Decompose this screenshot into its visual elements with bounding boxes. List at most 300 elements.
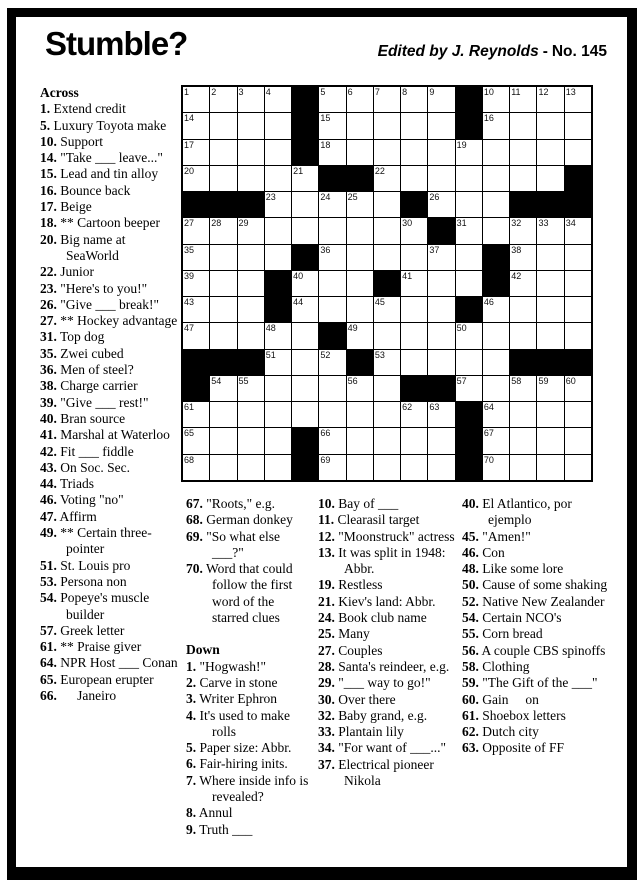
grid-cell[interactable] [238,113,264,138]
grid-cell[interactable] [292,297,318,322]
grid-cell[interactable] [510,218,536,243]
clue-across-23: 23. "Here's to you!" [40,280,148,296]
grid-cell[interactable] [183,428,209,453]
grid-cell[interactable] [401,87,427,112]
grid-cell[interactable] [510,455,536,480]
grid-cell[interactable] [183,166,209,191]
grid-cell[interactable] [401,428,427,453]
cell-number: 32 [511,218,522,229]
clue-across-18: 18. ** Cartoon beeper [40,215,160,231]
clue-down-40: 40. El Atlantico, por ejemplo [462,496,572,528]
grid-cell[interactable] [483,350,509,375]
grid-cell[interactable] [428,113,454,138]
grid-cell[interactable] [401,218,427,243]
clue-down-7: 7. Where inside info is revealed? [186,772,309,805]
clue-down-52: 52. Native New Zealander [462,593,605,609]
grid-cell[interactable] [565,140,591,165]
grid-cell-black [265,271,291,296]
clue-number: 3. [186,691,197,707]
cell-number: 22 [374,165,385,176]
clue-number: 21. [318,593,335,609]
grid-cell[interactable] [374,113,400,138]
clue-number: 40. [462,496,479,511]
cell-number: 33 [538,218,549,229]
grid-cell[interactable] [238,323,264,348]
grid-cell-black [347,166,373,191]
grid-cell-black [210,192,236,217]
grid-cell-black [292,113,318,138]
clue-across-65: 65. European erupter [40,671,154,687]
grid-cell-black [210,350,236,375]
grid-cell[interactable] [483,113,509,138]
grid-cell[interactable] [265,87,291,112]
clue-across-20: 20. Big name at SeaWorld [40,231,126,263]
grid-cell-black [510,192,536,217]
grid-cell[interactable] [428,297,454,322]
grid-cell-black [183,192,209,217]
grid-cell[interactable] [265,350,291,375]
clue-across-14: 14. "Take ___ leave..." [40,150,163,166]
grid-cell[interactable] [483,455,509,480]
cell-number: 70 [483,454,494,465]
grid-cell-black [374,271,400,296]
grid-cell[interactable] [374,218,400,243]
grid-cell-black [265,297,291,322]
grid-cell[interactable] [319,113,345,138]
grid-cell[interactable] [319,87,345,112]
grid-cell[interactable] [265,402,291,427]
grid-cell[interactable] [347,376,373,401]
grid-cell[interactable] [565,271,591,296]
grid-cell[interactable] [537,140,563,165]
clue-down-55: 55. Corn bread [462,626,543,642]
grid-cell[interactable] [265,140,291,165]
grid-cell[interactable] [428,192,454,217]
clue-down-50: 50. Cause of some shaking [462,577,608,593]
grid-cell[interactable] [510,402,536,427]
grid-cell[interactable] [428,166,454,191]
clue-across-68: 68. German donkey [186,512,293,528]
grid-cell[interactable] [210,166,236,191]
grid-cell[interactable] [565,376,591,401]
clue-across-38: 38. Charge carrier [40,378,138,394]
grid-cell[interactable] [238,245,264,270]
grid-cell[interactable] [292,323,318,348]
grid-cell[interactable] [210,376,236,401]
clue-number: 37. [318,756,335,772]
grid-cell[interactable] [347,245,373,270]
grid-cell[interactable] [183,455,209,480]
grid-cell[interactable] [319,245,345,270]
grid-cell[interactable] [374,428,400,453]
grid-cell[interactable] [238,87,264,112]
grid-cell[interactable] [565,218,591,243]
clue-number: 27. [318,642,335,658]
grid-cell[interactable] [483,297,509,322]
grid-cell[interactable] [565,113,591,138]
clue-number: 67. [186,496,203,511]
grid-cell[interactable] [238,297,264,322]
clue-across-69: 69. "So what else ___?" [186,528,280,560]
grid-cell[interactable] [347,455,373,480]
clue-number: 19. [318,577,335,593]
grid-cell[interactable] [537,376,563,401]
grid-cell[interactable] [374,87,400,112]
grid-cell[interactable] [456,245,482,270]
grid-cell[interactable] [510,245,536,270]
grid-cell[interactable] [401,323,427,348]
grid-cell[interactable] [319,455,345,480]
grid-cell[interactable] [483,402,509,427]
grid-cell[interactable] [319,402,345,427]
grid-cell[interactable] [565,455,591,480]
grid-cell[interactable] [238,271,264,296]
cell-number: 46 [483,297,494,308]
grid-cell[interactable] [319,350,345,375]
clue-across-51: 51. St. Louis pro [40,557,131,573]
grid-cell[interactable] [456,140,482,165]
grid-cell[interactable] [428,323,454,348]
clue-across-27: 27. ** Hockey advantage [40,313,178,329]
clue-down-2: 2. Carve in stone [186,674,278,690]
edited-by-text: Edited by J. Reynolds [377,43,539,60]
clue-number: 5. [186,740,197,756]
grid-cell-black [483,245,509,270]
clue-number: 66. [40,687,57,703]
puzzle-number: No. 145 [551,43,607,60]
grid-cell[interactable] [210,323,236,348]
grid-cell[interactable] [347,428,373,453]
grid-cell[interactable] [347,218,373,243]
cell-number: 1 [184,87,190,97]
clue-across-15: 15. Lead and tin alloy [40,166,159,182]
clue-number: 10. [40,133,57,149]
grid-cell-black [183,376,209,401]
grid-cell[interactable] [292,166,318,191]
grid-cell[interactable] [483,166,509,191]
grid-cell-black [347,350,373,375]
grid-cell[interactable] [374,323,400,348]
clue-number: 39. [40,394,57,410]
grid-cell[interactable] [210,297,236,322]
grid-cell[interactable] [456,271,482,296]
cell-number: 19 [456,139,467,150]
grid-cell[interactable] [565,402,591,427]
clue-across-64: 64. NPR Host ___ Conan [40,655,178,671]
grid-cell[interactable] [483,192,509,217]
grid-cell[interactable] [319,218,345,243]
grid-cell[interactable] [374,140,400,165]
grid-cell[interactable] [238,402,264,427]
grid-cell-black [292,87,318,112]
grid-cell[interactable] [265,113,291,138]
grid-cell[interactable] [292,376,318,401]
grid-cell[interactable] [319,192,345,217]
grid-cell-black [319,166,345,191]
grid-cell[interactable] [210,402,236,427]
cell-number: 59 [538,375,549,386]
grid-cell[interactable] [347,323,373,348]
grid-cell[interactable] [428,350,454,375]
clue-down-21: 21. Kiev's land: Abbr. [318,593,436,609]
clue-across-49: 49. ** Certain three-pointer [40,525,152,557]
cell-number: 39 [184,270,195,281]
grid-cell[interactable] [510,428,536,453]
grid-cell[interactable] [483,87,509,112]
grid-cell[interactable] [565,323,591,348]
grid-cell[interactable] [319,428,345,453]
grid-cell[interactable] [347,402,373,427]
clue-down-58: 58. Clothing [462,658,530,674]
grid-cell[interactable] [292,350,318,375]
cell-number: 56 [347,375,358,386]
grid-cell[interactable] [537,166,563,191]
grid-cell[interactable] [347,113,373,138]
grid-cell[interactable] [537,297,563,322]
clue-number: 50. [462,577,479,593]
grid-cell[interactable] [265,323,291,348]
cell-number: 61 [184,402,195,413]
cell-number: 42 [511,270,522,281]
grid-cell[interactable] [292,402,318,427]
grid-cell[interactable] [347,87,373,112]
clue-across-39: 39. "Give ___ rest!" [40,394,149,410]
grid-cell-black [537,350,563,375]
clue-column-1 [40,85,178,704]
clue-number: 15. [40,166,57,182]
grid-cell[interactable] [456,323,482,348]
grid-cell[interactable] [510,323,536,348]
clue-across-54: 54. Popeye's muscle builder [40,590,150,622]
grid-cell[interactable] [374,245,400,270]
grid-cell[interactable] [238,455,264,480]
grid-cell-black [510,350,536,375]
grid-cell[interactable] [456,192,482,217]
clue-number: 62. [462,724,479,740]
clue-down-27: 27. Couples [318,642,383,658]
clue-down-62: 62. Dutch city [462,724,539,740]
grid-cell[interactable] [265,245,291,270]
clue-across-5: 5. Luxury Toyota make [40,117,167,133]
clue-number: 42. [40,443,57,459]
grid-cell[interactable] [265,166,291,191]
grid-cell[interactable] [265,428,291,453]
grid-cell[interactable] [510,297,536,322]
clue-across-44: 44. Triads [40,476,95,492]
clue-number: 63. [462,740,479,756]
grid-cell[interactable] [265,376,291,401]
clue-number: 32. [318,707,335,723]
clue-down-13: 13. It was split in 1948: Abbr. [318,544,446,577]
grid-cell[interactable] [537,323,563,348]
grid-cell[interactable] [401,166,427,191]
grid-cell[interactable] [565,87,591,112]
grid-cell[interactable] [401,140,427,165]
grid-cell[interactable] [537,428,563,453]
grid-cell[interactable] [565,428,591,453]
grid-cell[interactable] [210,87,236,112]
grid-cell[interactable] [210,271,236,296]
grid-cell[interactable] [537,113,563,138]
byline-separator: - [542,43,548,60]
grid-cell[interactable] [292,192,318,217]
grid-cell[interactable] [183,140,209,165]
grid-cell[interactable] [319,297,345,322]
grid-cell[interactable] [238,166,264,191]
grid-cell[interactable] [537,455,563,480]
grid-cell[interactable] [510,376,536,401]
grid-cell[interactable] [183,323,209,348]
grid-cell[interactable] [183,87,209,112]
clue-across-31: 31. Top dog [40,329,105,345]
clue-number: 30. [318,691,335,707]
grid-cell[interactable] [537,218,563,243]
grid-cell[interactable] [292,271,318,296]
grid-cell[interactable] [210,428,236,453]
cell-number: 54 [211,375,222,386]
grid-cell[interactable] [483,323,509,348]
cell-number: 31 [456,218,467,229]
clue-number: 33. [318,724,335,740]
grid-cell[interactable] [510,140,536,165]
grid-cell[interactable] [374,455,400,480]
grid-cell[interactable] [347,297,373,322]
clue-across-16: 16. Bounce back [40,182,131,198]
clue-number: 1. [40,101,51,117]
grid-cell[interactable] [483,428,509,453]
grid-cell[interactable] [238,376,264,401]
grid-cell[interactable] [183,113,209,138]
grid-cell[interactable] [401,271,427,296]
cell-number: 2 [211,87,217,97]
grid-cell[interactable] [347,192,373,217]
grid-cell[interactable] [374,376,400,401]
grid-cell[interactable] [428,87,454,112]
cell-number: 29 [238,218,249,229]
grid-cell[interactable] [510,166,536,191]
grid-cell[interactable] [265,455,291,480]
grid-cell[interactable] [265,218,291,243]
grid-cell-black [456,402,482,427]
grid-cell[interactable] [319,376,345,401]
grid-cell[interactable] [401,350,427,375]
clue-across-17: 17. Beige [40,199,92,215]
grid-cell[interactable] [510,271,536,296]
cell-number: 48 [265,323,276,334]
cell-number: 26 [429,192,440,203]
grid-cell[interactable] [183,297,209,322]
grid-cell[interactable] [483,376,509,401]
clue-across-43: 43. On Soc. Sec. [40,459,130,475]
grid-cell[interactable] [537,402,563,427]
cell-number: 13 [565,87,576,97]
cell-number: 9 [429,87,435,97]
grid-cell[interactable] [183,402,209,427]
grid-cell[interactable] [483,140,509,165]
cell-number: 25 [347,192,358,203]
grid-cell[interactable] [265,192,291,217]
grid-cell[interactable] [183,271,209,296]
grid-cell[interactable] [428,428,454,453]
grid-cell[interactable] [565,245,591,270]
grid-cell[interactable] [374,192,400,217]
clue-across-35: 35. Zwei cubed [40,345,124,361]
cell-number: 68 [184,454,195,465]
grid-cell[interactable] [238,218,264,243]
grid-cell[interactable] [510,87,536,112]
puzzle-title: Stumble? [45,25,188,62]
clue-number: 23. [40,280,57,296]
grid-cell[interactable] [428,402,454,427]
grid-cell[interactable] [428,455,454,480]
grid-cell[interactable] [319,140,345,165]
grid-cell[interactable] [401,245,427,270]
clue-number: 51. [40,557,57,573]
grid-cell[interactable] [428,245,454,270]
grid-cell[interactable] [210,113,236,138]
grid-cell[interactable] [292,218,318,243]
clue-across-22: 22. Junior [40,264,94,280]
grid-cell[interactable] [319,271,345,296]
grid-cell[interactable] [374,402,400,427]
grid-cell[interactable] [183,245,209,270]
grid-cell[interactable] [374,297,400,322]
clue-column-4 [462,496,612,757]
clue-column-2 [186,496,312,838]
clue-down-60: 60. Gain on [462,691,539,707]
clue-down-54: 54. Certain NCO's [462,610,562,626]
grid-cell[interactable] [483,218,509,243]
clue-number: 49. [40,525,57,541]
grid-cell[interactable] [456,376,482,401]
grid-cell[interactable] [210,455,236,480]
grid-cell[interactable] [565,297,591,322]
cell-number: 69 [320,454,331,465]
grid-cell[interactable] [347,140,373,165]
grid-cell[interactable] [401,402,427,427]
clue-number: 24. [318,610,335,626]
cell-number: 45 [374,297,385,308]
grid-cell[interactable] [374,166,400,191]
grid-cell[interactable] [456,166,482,191]
grid-cell[interactable] [428,271,454,296]
grid-cell[interactable] [238,428,264,453]
grid-cell[interactable] [456,218,482,243]
grid-cell[interactable] [210,218,236,243]
grid-cell[interactable] [238,140,264,165]
cell-number: 15 [320,113,331,124]
grid-cell[interactable] [347,271,373,296]
grid-cell-black [292,455,318,480]
grid-cell[interactable] [401,297,427,322]
clue-number: 69. [186,528,203,544]
grid-cell[interactable] [428,140,454,165]
grid-cell[interactable] [401,113,427,138]
grid-cell[interactable] [510,113,536,138]
grid-cell[interactable] [537,245,563,270]
grid-cell[interactable] [374,350,400,375]
grid-cell[interactable] [537,271,563,296]
clue-number: 36. [40,362,57,378]
cell-number: 41 [402,270,413,281]
grid-cell[interactable] [210,140,236,165]
grid-cell[interactable] [183,218,209,243]
clue-across-53: 53. Persona non [40,573,127,589]
grid-cell[interactable] [401,455,427,480]
grid-cell[interactable] [210,245,236,270]
grid-cell[interactable] [456,350,482,375]
grid-cell[interactable] [537,87,563,112]
